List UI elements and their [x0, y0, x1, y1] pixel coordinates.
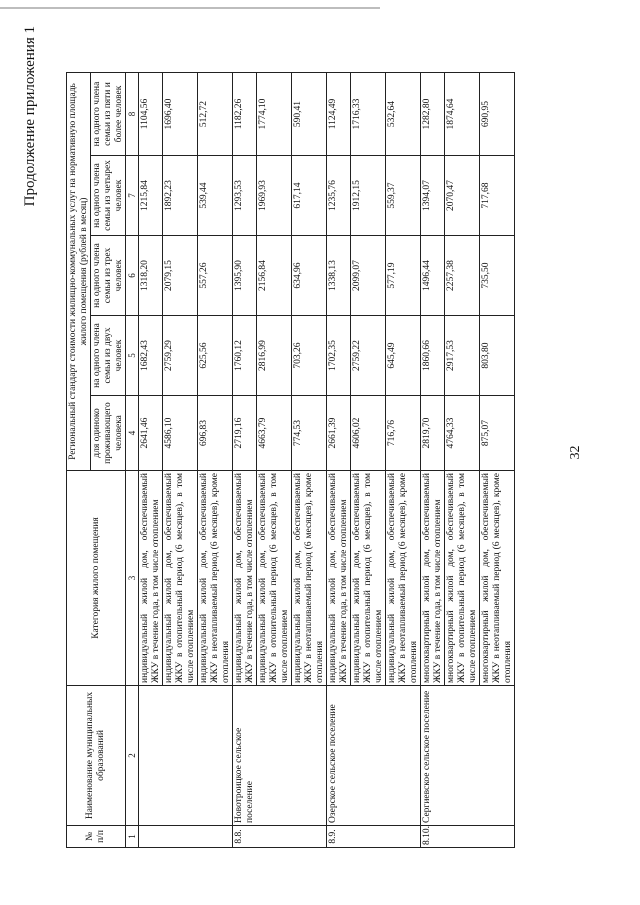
cost-value: 4586,10 — [163, 396, 198, 471]
housing-category: многоквартирный жилой дом, обеспечиваемый ЖКУ в течение года, в том числе отоплением — [421, 471, 445, 686]
housing-category: многоквартирный жилой дом, обеспечиваемый ЖКУ в отопительный период (6 месяцев), в том числе отоплением — [445, 471, 480, 686]
cost-value: 1716,33 — [351, 72, 386, 155]
header-num: № п/п — [67, 826, 126, 848]
cost-value: 717,68 — [480, 156, 515, 236]
column-index: 5 — [126, 316, 139, 396]
cost-value: 577,19 — [386, 236, 421, 316]
cost-value: 2819,70 — [421, 396, 445, 471]
cost-value: 1394,07 — [421, 156, 445, 236]
cost-value: 634,96 — [292, 236, 327, 316]
cost-value: 735,50 — [480, 236, 515, 316]
cost-value: 1182,26 — [233, 72, 257, 155]
scan-edge-line — [0, 7, 380, 9]
header-standard: Региональный стандарт стоимости жилищно-коммунальных услуг на нормативную площадь жилого помещения (рублей в месяц) — [67, 72, 91, 470]
cost-value: 690,95 — [480, 72, 515, 155]
cost-value: 617,14 — [292, 156, 327, 236]
column-index: 2 — [126, 686, 139, 826]
cost-value: 1912,15 — [351, 156, 386, 236]
cost-value: 1124,49 — [327, 72, 351, 155]
cost-value: 2099,07 — [351, 236, 386, 316]
cost-value: 2156,84 — [257, 236, 292, 316]
cost-value: 875,07 — [480, 396, 515, 471]
cost-value: 716,76 — [386, 396, 421, 471]
housing-category: индивидуальный жилой дом, обеспечиваемый ЖКУ в отопительный период (6 месяцев), в том числе отоплением — [351, 471, 386, 686]
cost-value: 512,72 — [198, 72, 233, 155]
header-category: Категория жилого помещения — [67, 471, 126, 686]
housing-category: индивидуальный жилой дом, обеспечиваемый ЖКУ в неотапливаемый период (6 месяцев), кроме отопления — [292, 471, 327, 686]
header-single: для одиноко проживающего человека — [91, 396, 126, 471]
cost-value: 1215,84 — [139, 156, 163, 236]
cost-value: 1318,20 — [139, 236, 163, 316]
cost-value: 2257,38 — [445, 236, 480, 316]
cost-value: 2661,39 — [327, 396, 351, 471]
cost-value: 625,56 — [198, 316, 233, 396]
column-index: 6 — [126, 236, 139, 316]
column-index: 8 — [126, 72, 139, 155]
housing-category: индивидуальный жилой дом, обеспечиваемый ЖКУ в неотапливаемый период (6 месяцев), кроме отопления — [386, 471, 421, 686]
cost-value: 590,41 — [292, 72, 327, 155]
column-index: 7 — [126, 156, 139, 236]
cost-value: 1892,23 — [163, 156, 198, 236]
municipality-name: Сергиевское сельское поселение — [421, 686, 515, 826]
appendix-subtitle: Продолжение приложения 1 — [22, 26, 38, 207]
header-two: на одного члена семьи из двух человек — [91, 316, 126, 396]
cost-value: 774,53 — [292, 396, 327, 471]
cost-value: 2719,16 — [233, 396, 257, 471]
cost-value: 1682,43 — [139, 316, 163, 396]
cost-value: 1969,93 — [257, 156, 292, 236]
table-row — [139, 72, 163, 847]
cost-value: 2759,29 — [163, 316, 198, 396]
housing-category: индивидуальный жилой дом, обеспечиваемый ЖКУ в течение года, в том числе отоплением — [139, 471, 163, 686]
housing-category: индивидуальный жилой дом, обеспечиваемый ЖКУ в отопительный период (6 месяцев), в том числе отоплением — [163, 471, 198, 686]
cost-value: 2079,15 — [163, 236, 198, 316]
municipality-name — [139, 686, 233, 826]
row-number: 8.10. — [421, 826, 515, 848]
cost-value: 2070,47 — [445, 156, 480, 236]
cost-value: 1760,12 — [233, 316, 257, 396]
header-five: на одного члена семьи из пяти и более человек — [91, 72, 126, 155]
housing-category: индивидуальный жилой дом, обеспечиваемый ЖКУ в течение года, в том числе отоплением — [233, 471, 257, 686]
cost-value: 2641,46 — [139, 396, 163, 471]
tariff-table — [66, 72, 515, 848]
cost-value: 1874,64 — [445, 72, 480, 155]
column-index: 3 — [126, 471, 139, 686]
column-index: 1 — [126, 826, 139, 848]
table-row — [327, 72, 351, 847]
row-number: 8.9. — [327, 826, 421, 848]
cost-value: 1696,40 — [163, 72, 198, 155]
housing-category: индивидуальный жилой дом, обеспечиваемый ЖКУ в неотапливаемый период (6 месяцев), кроме отопления — [198, 471, 233, 686]
cost-value: 557,26 — [198, 236, 233, 316]
municipality-name: Озерское сельское поселение — [327, 686, 421, 826]
cost-value: 1293,53 — [233, 156, 257, 236]
header-four: на одного члена семьи из четырех человек — [91, 156, 126, 236]
cost-value: 539,44 — [198, 156, 233, 236]
cost-value: 645,49 — [386, 316, 421, 396]
row-number: 8.8. — [233, 826, 327, 848]
cost-value: 2917,53 — [445, 316, 480, 396]
table-row — [421, 72, 445, 847]
cost-value: 1702,35 — [327, 316, 351, 396]
housing-category: многоквартирный жилой дом, обеспечиваемый ЖКУ в неотапливаемый период (6 месяцев), кроме отопления — [480, 471, 515, 686]
cost-value: 696,83 — [198, 396, 233, 471]
column-index-row — [126, 72, 139, 847]
municipality-name: Новотроицкое сельское поселение — [233, 686, 327, 826]
cost-value: 1282,80 — [421, 72, 445, 155]
cost-value: 532,64 — [386, 72, 421, 155]
cost-value: 1338,13 — [327, 236, 351, 316]
row-number — [139, 826, 233, 848]
housing-category: индивидуальный жилой дом, обеспечиваемый ЖКУ в отопительный период (6 месяцев), в том числе отоплением — [257, 471, 292, 686]
cost-value: 1235,76 — [327, 156, 351, 236]
table-body — [139, 72, 515, 847]
cost-value: 1104,56 — [139, 72, 163, 155]
cost-value: 703,26 — [292, 316, 327, 396]
cost-value: 4606,02 — [351, 396, 386, 471]
cost-value: 803,80 — [480, 316, 515, 396]
cost-value: 559,37 — [386, 156, 421, 236]
column-index: 4 — [126, 396, 139, 471]
cost-value: 2759,22 — [351, 316, 386, 396]
cost-value: 1395,90 — [233, 236, 257, 316]
housing-category: индивидуальный жилой дом, обеспечиваемый ЖКУ в течение года, в том числе отоплением — [327, 471, 351, 686]
cost-value: 1496,44 — [421, 236, 445, 316]
cost-value: 4764,33 — [445, 396, 480, 471]
table-row — [233, 72, 257, 847]
cost-value: 1774,10 — [257, 72, 292, 155]
cost-value: 4663,79 — [257, 396, 292, 471]
cost-value: 2816,99 — [257, 316, 292, 396]
header-municipality: Наименование муниципальных образований — [67, 686, 126, 826]
page-number: 32 — [568, 445, 583, 460]
header-three: на одного члена семьи из трех человек — [91, 236, 126, 316]
cost-value: 1860,66 — [421, 316, 445, 396]
